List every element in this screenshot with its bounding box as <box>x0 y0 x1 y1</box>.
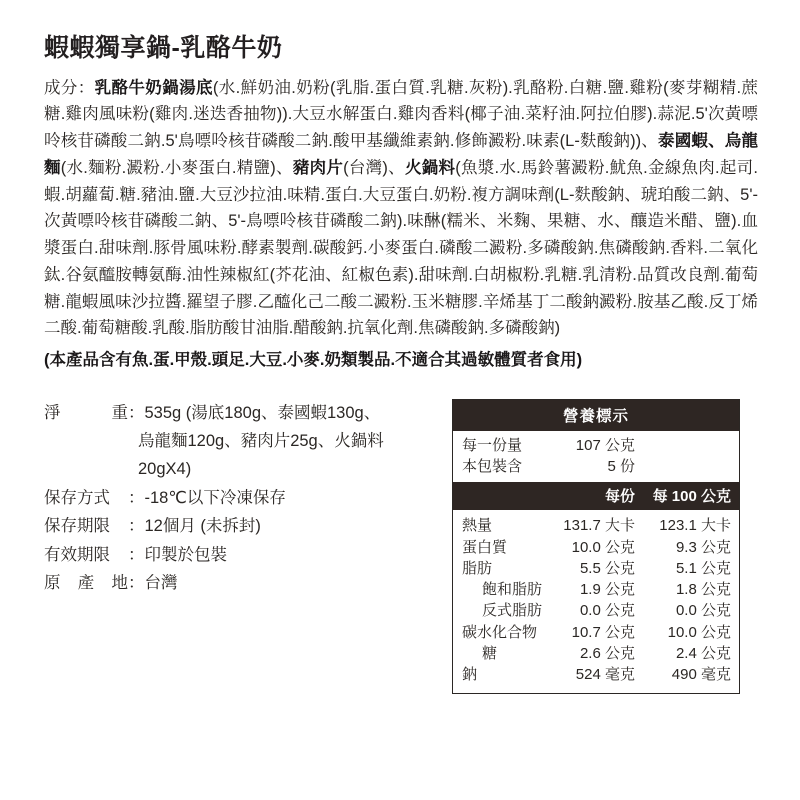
nutrient-name: 脂肪 <box>462 559 493 577</box>
nutrient-per-100g: 9.3 公克 <box>675 538 731 556</box>
nutrition-row <box>462 643 731 664</box>
shelf-life-value: 12個月 (未拆封) <box>144 517 261 536</box>
nutrient-name: 糖 <box>482 645 498 663</box>
nutrient-name: 蛋白質 <box>462 538 508 556</box>
nutrient-name: 熱量 <box>462 517 493 535</box>
nutrient-per-serving: 0.0 公克 <box>579 602 635 620</box>
column-header-per-100g: 每 100 公克 <box>652 488 731 506</box>
ingredient-text: (水.鮮奶油.奶粉(乳脂.蛋白質.乳糖.灰粉).乳酪粉.白糖.鹽.雞粉(麥芽糊精.蔗糖.雞肉風味粉(雞肉.迷迭香抽物)).大豆水解蛋白.雞肉香料(椰子油.菜籽油.阿拉伯膠).蒜泥.5'次黃嘌呤核苷磷酸二鈉.5'鳥嘌呤核苷磷酸二鈉.酸甲基纖維素鈉.修飾澱粉.味素(L-麩酸鈉))、 <box>44 78 759 151</box>
nutrient-per-100g: 2.4 公克 <box>675 645 731 663</box>
nutrition-rows <box>453 510 739 692</box>
product-info-list <box>44 399 444 598</box>
nutrient-per-100g: 490 毫克 <box>671 666 731 684</box>
nutrient-per-serving: 5.5 公克 <box>579 559 635 577</box>
net-weight-value-line2: 烏龍麵120g、豬肉片25g、火鍋料 <box>138 432 384 451</box>
shelf-life-label: 保存期限 <box>44 517 110 536</box>
nutrient-per-serving: 131.7 大卡 <box>563 517 635 535</box>
nutrient-name: 反式脂肪 <box>482 602 543 620</box>
expiry-row <box>44 541 444 569</box>
nutrient-per-serving: 10.0 公克 <box>571 538 635 556</box>
nutrition-row <box>462 537 731 558</box>
shelf-life-row <box>44 512 444 540</box>
origin-label-c: 地 <box>111 573 128 592</box>
origin-label <box>44 569 128 597</box>
origin-label-b: 產 <box>77 573 95 592</box>
origin-label-a: 原 <box>44 573 61 592</box>
serving-size-row <box>462 435 731 456</box>
column-header-spacer <box>453 485 561 506</box>
origin-value: 台灣 <box>144 573 178 592</box>
ingredient-group-heading: 豬肉片 <box>292 158 344 177</box>
expiry-separator: ： <box>128 545 145 564</box>
storage-separator: ： <box>128 488 145 507</box>
net-weight-row <box>44 399 444 427</box>
nutrient-name: 鈉 <box>462 666 478 684</box>
ingredient-text: (水.麵粉.澱粉.小麥蛋白.精鹽)、 <box>60 158 293 177</box>
nutrient-per-100g: 10.0 公克 <box>667 623 731 641</box>
nutrition-row <box>462 664 731 685</box>
storage-row <box>44 484 444 512</box>
ingredient-text: (魚漿.水.馬鈴薯澱粉.魷魚.金線魚肉.起司.蝦.胡蘿蔔.糖.豬油.鹽.大豆沙拉油.味精.蛋白.大豆蛋白.奶粉.複方調味劑(L-麩酸鈉、琥珀酸二鈉、5'-次黃嘌呤核苷磷酸二鈉、5'-鳥嘌呤核苷磷酸二鈉).味醂(糯米、米麴、果糖、水、釀造米醋、鹽).血漿蛋白.甜味劑.豚骨風味粉.酵素製劑.碳酸鈣.小麥蛋白.磷酸二澱粉.多磷酸鈉.焦磷酸鈉.香料.二氧化鈦.谷氨醯胺轉氨酶.油性辣椒紅(芥花油、紅椒色素).甜味劑.白胡椒粉.乳糖.乳清粉.品質改良劑.葡萄糖.龍蝦風味沙拉醬.羅望子膠.乙醯化己二酸二澱粉.玉米糖膠.辛烯基丁二酸鈉澱粉.胺基乙酸.反丁烯二酸.葡萄糖酸.乳酸.脂肪酸甘油脂.醋酸鈉.抗氧化劑.焦磷酸鈉.多磷酸鈉) <box>44 158 759 338</box>
page-title: 蝦蝦獨享鍋-乳酪牛奶 <box>44 34 283 62</box>
net-weight-separator: ： <box>128 403 145 422</box>
shelf-life-separator: ： <box>128 517 145 536</box>
nutrition-serving-section <box>453 431 739 483</box>
nutrition-table-wrap <box>444 399 758 694</box>
nutrient-per-100g: 0.0 公克 <box>675 602 731 620</box>
ingredients-paragraph <box>44 75 758 342</box>
lower-section <box>44 399 758 694</box>
column-header-per-serving: 每份 <box>604 488 635 506</box>
net-weight-label-b: 重 <box>111 403 128 422</box>
expiry-value: 印製於包裝 <box>144 545 227 564</box>
nutrient-per-serving: 10.7 公克 <box>571 623 635 641</box>
nutrition-facts-table <box>452 399 740 694</box>
ingredient-group-heading: 乳酪牛奶鍋湯底 <box>94 78 213 97</box>
nutrition-row <box>462 579 731 600</box>
ingredient-group-heading: 泰國蝦、烏龍麵 <box>44 132 759 177</box>
nutrition-column-headers <box>453 482 739 510</box>
net-weight-label <box>44 399 128 427</box>
nutrition-row <box>462 558 731 579</box>
expiry-label: 有效期限 <box>44 545 110 564</box>
servings-per-pack-blank <box>635 456 731 477</box>
ingredient-group-heading: 火鍋料 <box>404 158 456 177</box>
origin-row <box>44 569 444 597</box>
net-weight-value-line3: 20gX4) <box>138 460 192 479</box>
nutrition-row <box>462 600 731 621</box>
nutrient-per-100g: 5.1 公克 <box>675 559 731 577</box>
allergen-warning: (本產品含有魚.蛋.甲殼.頭足.大豆.小麥.奶類製品.不適合其過敏體質者食用) <box>44 350 583 369</box>
serving-size-blank <box>635 435 731 456</box>
storage-value: -18℃以下冷凍保存 <box>144 488 286 507</box>
origin-separator: ： <box>128 573 145 592</box>
nutrient-per-serving: 524 毫克 <box>575 666 635 684</box>
nutrition-row <box>462 622 731 643</box>
ingredient-text: 成分： <box>44 78 95 97</box>
serving-size-value: 107 公克 <box>575 436 635 454</box>
nutrient-name: 碳水化合物 <box>462 623 538 641</box>
nutrient-per-100g: 123.1 大卡 <box>659 517 731 535</box>
serving-size-label: 每一份量 <box>462 436 523 454</box>
servings-per-pack-label: 本包裝含 <box>462 457 523 475</box>
nutrition-title: 營養標示 <box>453 400 739 431</box>
servings-per-pack-value: 5 份 <box>607 457 635 475</box>
nutrient-name: 飽和脂肪 <box>482 581 543 599</box>
servings-per-pack-row <box>462 456 731 477</box>
net-weight-value-line1: 535g (湯底180g、泰國蝦130g、 <box>144 403 381 422</box>
net-weight-label-a: 淨 <box>44 403 61 422</box>
nutrient-per-serving: 2.6 公克 <box>579 645 635 663</box>
ingredient-text: (台灣)、 <box>343 158 405 177</box>
nutrition-row <box>462 515 731 536</box>
nutrient-per-100g: 1.8 公克 <box>675 581 731 599</box>
nutrient-per-serving: 1.9 公克 <box>579 581 635 599</box>
storage-label: 保存方式 <box>44 488 110 507</box>
